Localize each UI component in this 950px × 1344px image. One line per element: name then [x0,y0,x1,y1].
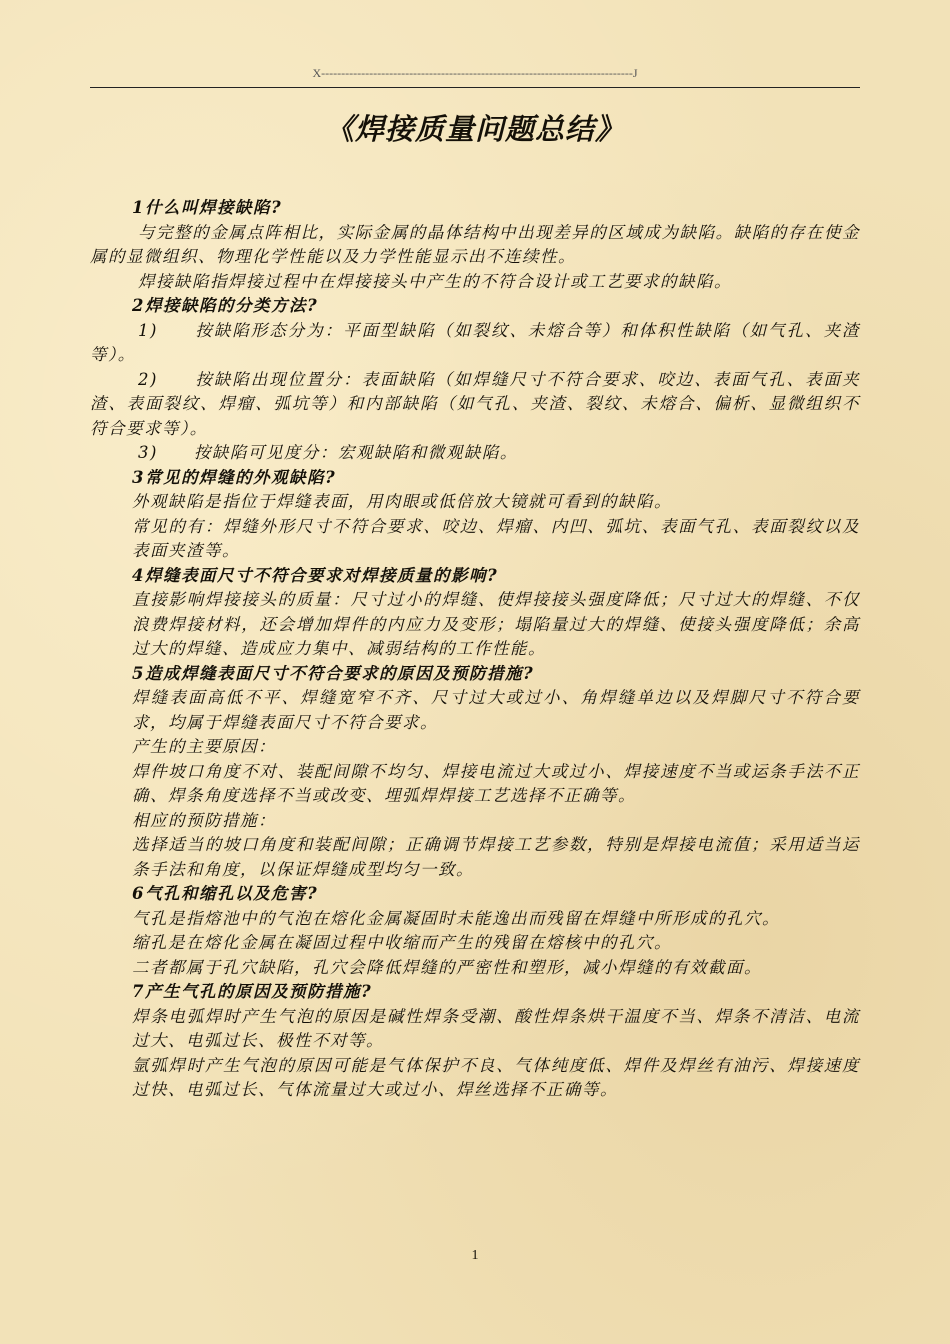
question-heading: 7产生气孔的原因及预防措施? [132,982,373,1001]
question-heading: 3常见的焊缝的外观缺陷? [132,467,337,487]
paragraph: 焊条电弧焊时产生气泡的原因是碱性焊条受潮、酸性焊条烘干温度不当、焊条不清洁、电流过大、电弧过长、极性不对等。 [132,1006,860,1050]
paragraph: 焊缝表面高低不平、焊缝宽窄不齐、尺寸过大或过小、角焊缝单边以及焊脚尺寸不符合要求，均属于焊缝表面尺寸不符合要求。 [132,688,860,732]
page-number: 1 [471,1248,479,1263]
document-body [90,196,860,1103]
list-item: 3) 按缺陷可见度分：宏观缺陷和微观缺陷。 [138,443,518,462]
paragraph: 焊件坡口角度不对、装配间隙不均匀、焊接电流过大或过小、焊接速度不当或运条手法不正确、焊条角度选择不当或改变、埋弧焊焊接工艺选择不正确等。 [132,761,860,805]
paragraph: 缩孔是在熔化金属在凝固过程中收缩而产生的残留在熔核中的孔穴。 [132,933,672,952]
question-heading: 2焊接缺陷的分类方法? [132,296,319,315]
question-heading: 6气孔和缩孔以及危害? [132,884,319,903]
page-header-rule: X------------------------------------------------------------------------------J [90,66,860,88]
question-heading: 5造成焊缝表面尺寸不符合要求的原因及预防措施? [132,663,535,683]
document-title: 《焊接质量问题总结》 [324,112,625,146]
question-heading: 4焊缝表面尺寸不符合要求对焊接质量的影响? [132,565,499,585]
paragraph: 外观缺陷是指位于焊缝表面，用肉眼或低倍放大镜就可看到的缺陷。 [132,492,672,511]
paragraph: 与完整的金属点阵相比，实际金属的晶体结构中出现差异的区域成为缺陷。缺陷的存在使金属的显微组织、物理化学性能以及力学性能显示出不连续性。 [90,222,860,266]
question-heading: 1什么叫焊接缺陷? [132,198,283,217]
paragraph: 直接影响焊接接头的质量：尺寸过小的焊缝、使焊接接头强度降低；尺寸过大的焊缝、不仅浪费焊接材料，还会增加焊件的内应力及变形；塌陷量过大的焊缝、使接头强度降低；余高过大的焊缝、造成应力集中、减弱结构的工作性能。 [132,590,860,658]
paragraph: 焊接缺陷指焊接过程中在焊接接头中产生的不符合设计或工艺要求的缺陷。 [138,271,732,291]
paragraph: 相应的预防措施： [132,810,276,830]
paragraph: 氩弧焊时产生气泡的原因可能是气体保护不良、气体纯度低、焊件及焊丝有油污、焊接速度过快、电弧过长、气体流量过大或过小、焊丝选择不正确等。 [132,1055,860,1099]
paragraph: 选择适当的坡口角度和装配间隙；正确调节焊接工艺参数，特别是焊接电流值；采用适当运条手法和角度，以保证焊缝成型均匀一致。 [132,835,860,879]
paragraph: 常见的有：焊缝外形尺寸不符合要求、咬边、焊瘤、内凹、弧坑、表面气孔、表面裂纹以及表面夹渣等。 [132,516,860,560]
list-item: 1) 按缺陷形态分为：平面型缺陷（如裂纹、未熔合等）和体积性缺陷（如气孔、夹渣等）。 [90,320,860,364]
paragraph: 气孔是指熔池中的气泡在熔化金属凝固时未能逸出而残留在焊缝中所形成的孔穴。 [132,908,780,928]
list-item: 2) 按缺陷出现位置分：表面缺陷（如焊缝尺寸不符合要求、咬边、表面气孔、表面夹渣、表面裂纹、焊瘤、弧坑等）和内部缺陷（如气孔、夹渣、裂纹、未熔合、偏析、显微组织不符合要求等）。 [90,369,860,438]
paragraph: 二者都属于孔穴缺陷，孔穴会降低焊缝的严密性和塑形，减小焊缝的有效截面。 [132,957,762,977]
paragraph: 产生的主要原因： [132,737,276,756]
